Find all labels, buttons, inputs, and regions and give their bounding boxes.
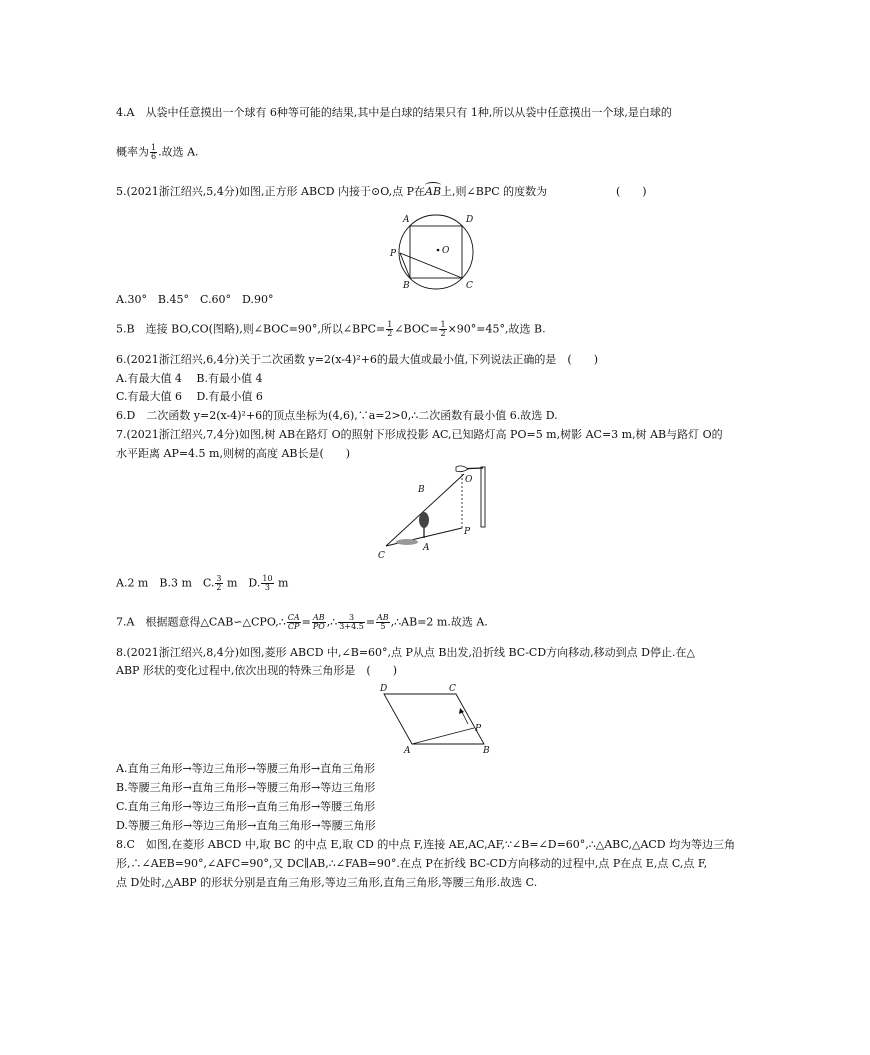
q7-opt-post: m [274, 576, 289, 590]
q7-opt-pre: A.2 m B.3 m C. [116, 576, 215, 590]
q6-answer: 6.D 二次函数 y=2(x-4)²+6的顶点坐标为(4,6),∵a=2>0,∴二次函数有最小值 6.故选 D. [116, 409, 558, 422]
q8-option-b: B.等腰三角形→直角三角形→等腰三角形→等边三角形 [116, 781, 376, 794]
q7-ans-frac3 [338, 614, 365, 631]
q8-segment-ap [412, 728, 474, 744]
q7-frac4-denominator: 5 [380, 622, 386, 631]
q8-answer-2: 形,∴∠AEB=90°,∠AFC=90°,又 DC∥AB,∴∠FAB=90°.在点 P在折线 BC-CD方向移动的过程中,点 P在点 E,点 C,点 F, [116, 857, 708, 870]
q4-text: 概率为 [116, 145, 149, 159]
q7-ans-frac2 [312, 614, 326, 631]
q7-ans-frac1 [287, 614, 301, 631]
q7-opt-d-numerator: 10 [262, 574, 273, 583]
q7-ray-oc [386, 474, 464, 546]
q7-frac4-numerator: AB [377, 613, 389, 622]
q7-ans-frac4 [376, 614, 390, 631]
q8-option-d: D.等腰三角形→等边三角形→直角三角形→等腰三角形 [116, 819, 376, 832]
q8-option-a: A.直角三角形→等边三角形→等腰三角形→直角三角形 [116, 762, 376, 775]
q6-options-2: C.有最大值 6 D.有最小值 6 [116, 390, 263, 403]
q8-answer-3: 点 D处时,△ABP 的形状分别是直角三角形,等边三角形,直角三角形,等腰三角形.故选 C. [116, 876, 538, 889]
q8-stem-1: 8.(2021浙江绍兴,8,4分)如图,菱形 ABCD 中,∠B=60°,点 P从点 B出发,沿折线 BC-CD方向移动,移动到点 D停止.在△ [116, 646, 695, 659]
q7-label-p: P [464, 527, 471, 537]
q5-arc [425, 185, 441, 199]
q8-arrow-head-icon [459, 708, 464, 714]
q5-label-p: P [390, 249, 397, 259]
q5-answer [116, 321, 546, 338]
q7-opt-c-numerator: 3 [216, 574, 222, 583]
q5-stem-pre: 5.(2021浙江绍兴,5,4分)如图,正方形 ABCD 内接于⊙O,点 P在 [116, 185, 426, 198]
q7-opt-d-denominator: 3 [264, 583, 270, 592]
q5-frac2-numerator: 1 [440, 320, 446, 329]
q8-label-c: C [449, 684, 456, 694]
q7-frac3-denominator: 3+4.5 [339, 622, 364, 631]
q6-stem: 6.(2021浙江绍兴,6,4分)关于二次函数 y=2(x-4)²+6的最大值或最小值,下列说法正确的是 ( ) [116, 353, 598, 366]
q7-ans-mid: ,∴ [326, 615, 338, 629]
arc-mark [425, 182, 441, 188]
q5-figure [388, 208, 488, 292]
q8-label-p: P [475, 724, 482, 734]
q5-center-dot [437, 249, 440, 252]
q5-label-b: B [403, 281, 410, 291]
q5-ans-post: ×90°=45°,故选 B. [447, 322, 546, 336]
q8-figure [376, 682, 494, 756]
q5-options: A.30° B.45° C.60° D.90° [116, 293, 274, 306]
q7-answer [116, 614, 488, 631]
q4-fraction [150, 144, 157, 161]
q7-frac2-denominator: PO [312, 622, 325, 631]
q7-ans-eq2: = [365, 615, 376, 629]
q7-options [116, 575, 288, 592]
q4-frac-denominator: 6 [151, 152, 157, 161]
q7-label-b: B [418, 485, 425, 495]
q7-frac3-numerator: 3 [338, 614, 365, 623]
q5-bracket: ( ) [616, 185, 647, 198]
q4-text-end: .故选 A. [158, 145, 199, 159]
q5-frac2-denominator: 2 [440, 329, 446, 338]
q7-stem-2: 水平距离 AP=4.5 m,则树的高度 AB长是( ) [116, 447, 351, 460]
q5-ans-mid: ∠BOC= [394, 322, 439, 336]
q7-label-a: A [423, 543, 430, 553]
q5-stem [116, 185, 647, 199]
q8-answer-1: 8.C 如图,在菱形 ABCD 中,取 BC 的中点 E,取 CD 的中点 F,连接 AE,AC,AF,∵∠B=∠D=60°,∴△ABC,△ACD 均为等边三角 [116, 838, 736, 851]
q8-label-a: A [404, 746, 411, 756]
q4-answer-line1: 4.A 从袋中任意摸出一个球有 6种等可能的结果,其中是白球的结果只有 1种,所以从袋中任意摸出一个球,是白球的 [116, 106, 672, 119]
q7-opt-c-frac [215, 575, 222, 592]
q5-frac1-numerator: 1 [387, 320, 393, 329]
q8-stem-2: ABP 形状的变化过程中,依次出现的特殊三角形是 ( ) [116, 664, 398, 677]
q5-segment-pc [400, 253, 462, 278]
q7-opt-c-denominator: 2 [216, 583, 222, 592]
q5-label-c: C [466, 281, 473, 291]
q5-arc-label: AB [425, 185, 442, 198]
q7-ans-post: ,∴AB=2 m.故选 A. [390, 615, 488, 629]
q7-label-o: O [465, 475, 473, 485]
q5-label-o: O [442, 246, 450, 256]
q7-lamp-post [481, 467, 485, 527]
q7-figure [376, 462, 494, 562]
q8-label-d: D [380, 684, 388, 694]
q4-frac-numerator: 1 [151, 143, 157, 152]
q5-ans-frac1 [386, 321, 393, 338]
q7-frac1-denominator: CP [287, 622, 300, 631]
q7-tree-crown-icon [419, 512, 429, 528]
q7-frac2-numerator: AB [312, 613, 325, 622]
q5-stem-post: 上,则∠BPC 的度数为 [441, 185, 548, 198]
q7-opt-mid: m D. [223, 576, 261, 590]
q7-tree-shadow [396, 539, 418, 545]
q6-options-1: A.有最大值 4 B.有最小值 4 [116, 372, 263, 385]
q7-ans-eq1: = [301, 615, 311, 629]
q5-frac1-denominator: 2 [387, 329, 393, 338]
q5-label-d: D [466, 215, 474, 225]
q7-label-c: C [378, 551, 385, 561]
q5-ans-pre: 5.B 连接 BO,CO(图略),则∠BOC=90°,所以∠BPC= [116, 322, 386, 336]
q7-opt-d-frac [261, 575, 273, 592]
q8-label-b: B [483, 746, 490, 756]
q8-rhombus [384, 694, 484, 744]
q7-ans-pre: 7.A 根据题意得△CAB∽△CPO,∴ [116, 615, 286, 629]
q8-option-c: C.直角三角形→等边三角形→直角三角形→等腰三角形 [116, 800, 376, 813]
q5-ans-frac2 [439, 321, 446, 338]
q5-square [410, 226, 462, 278]
q4-answer-line2 [116, 144, 199, 161]
q7-lamp-icon [456, 466, 468, 472]
q7-frac1-numerator: CA [287, 613, 300, 622]
q5-label-a: A [403, 215, 410, 225]
q7-stem-1: 7.(2021浙江绍兴,7,4分)如图,树 AB在路灯 O的照射下形成投影 AC,已知路灯高 PO=5 m,树影 AC=3 m,树 AB与路灯 O的 [116, 428, 723, 441]
